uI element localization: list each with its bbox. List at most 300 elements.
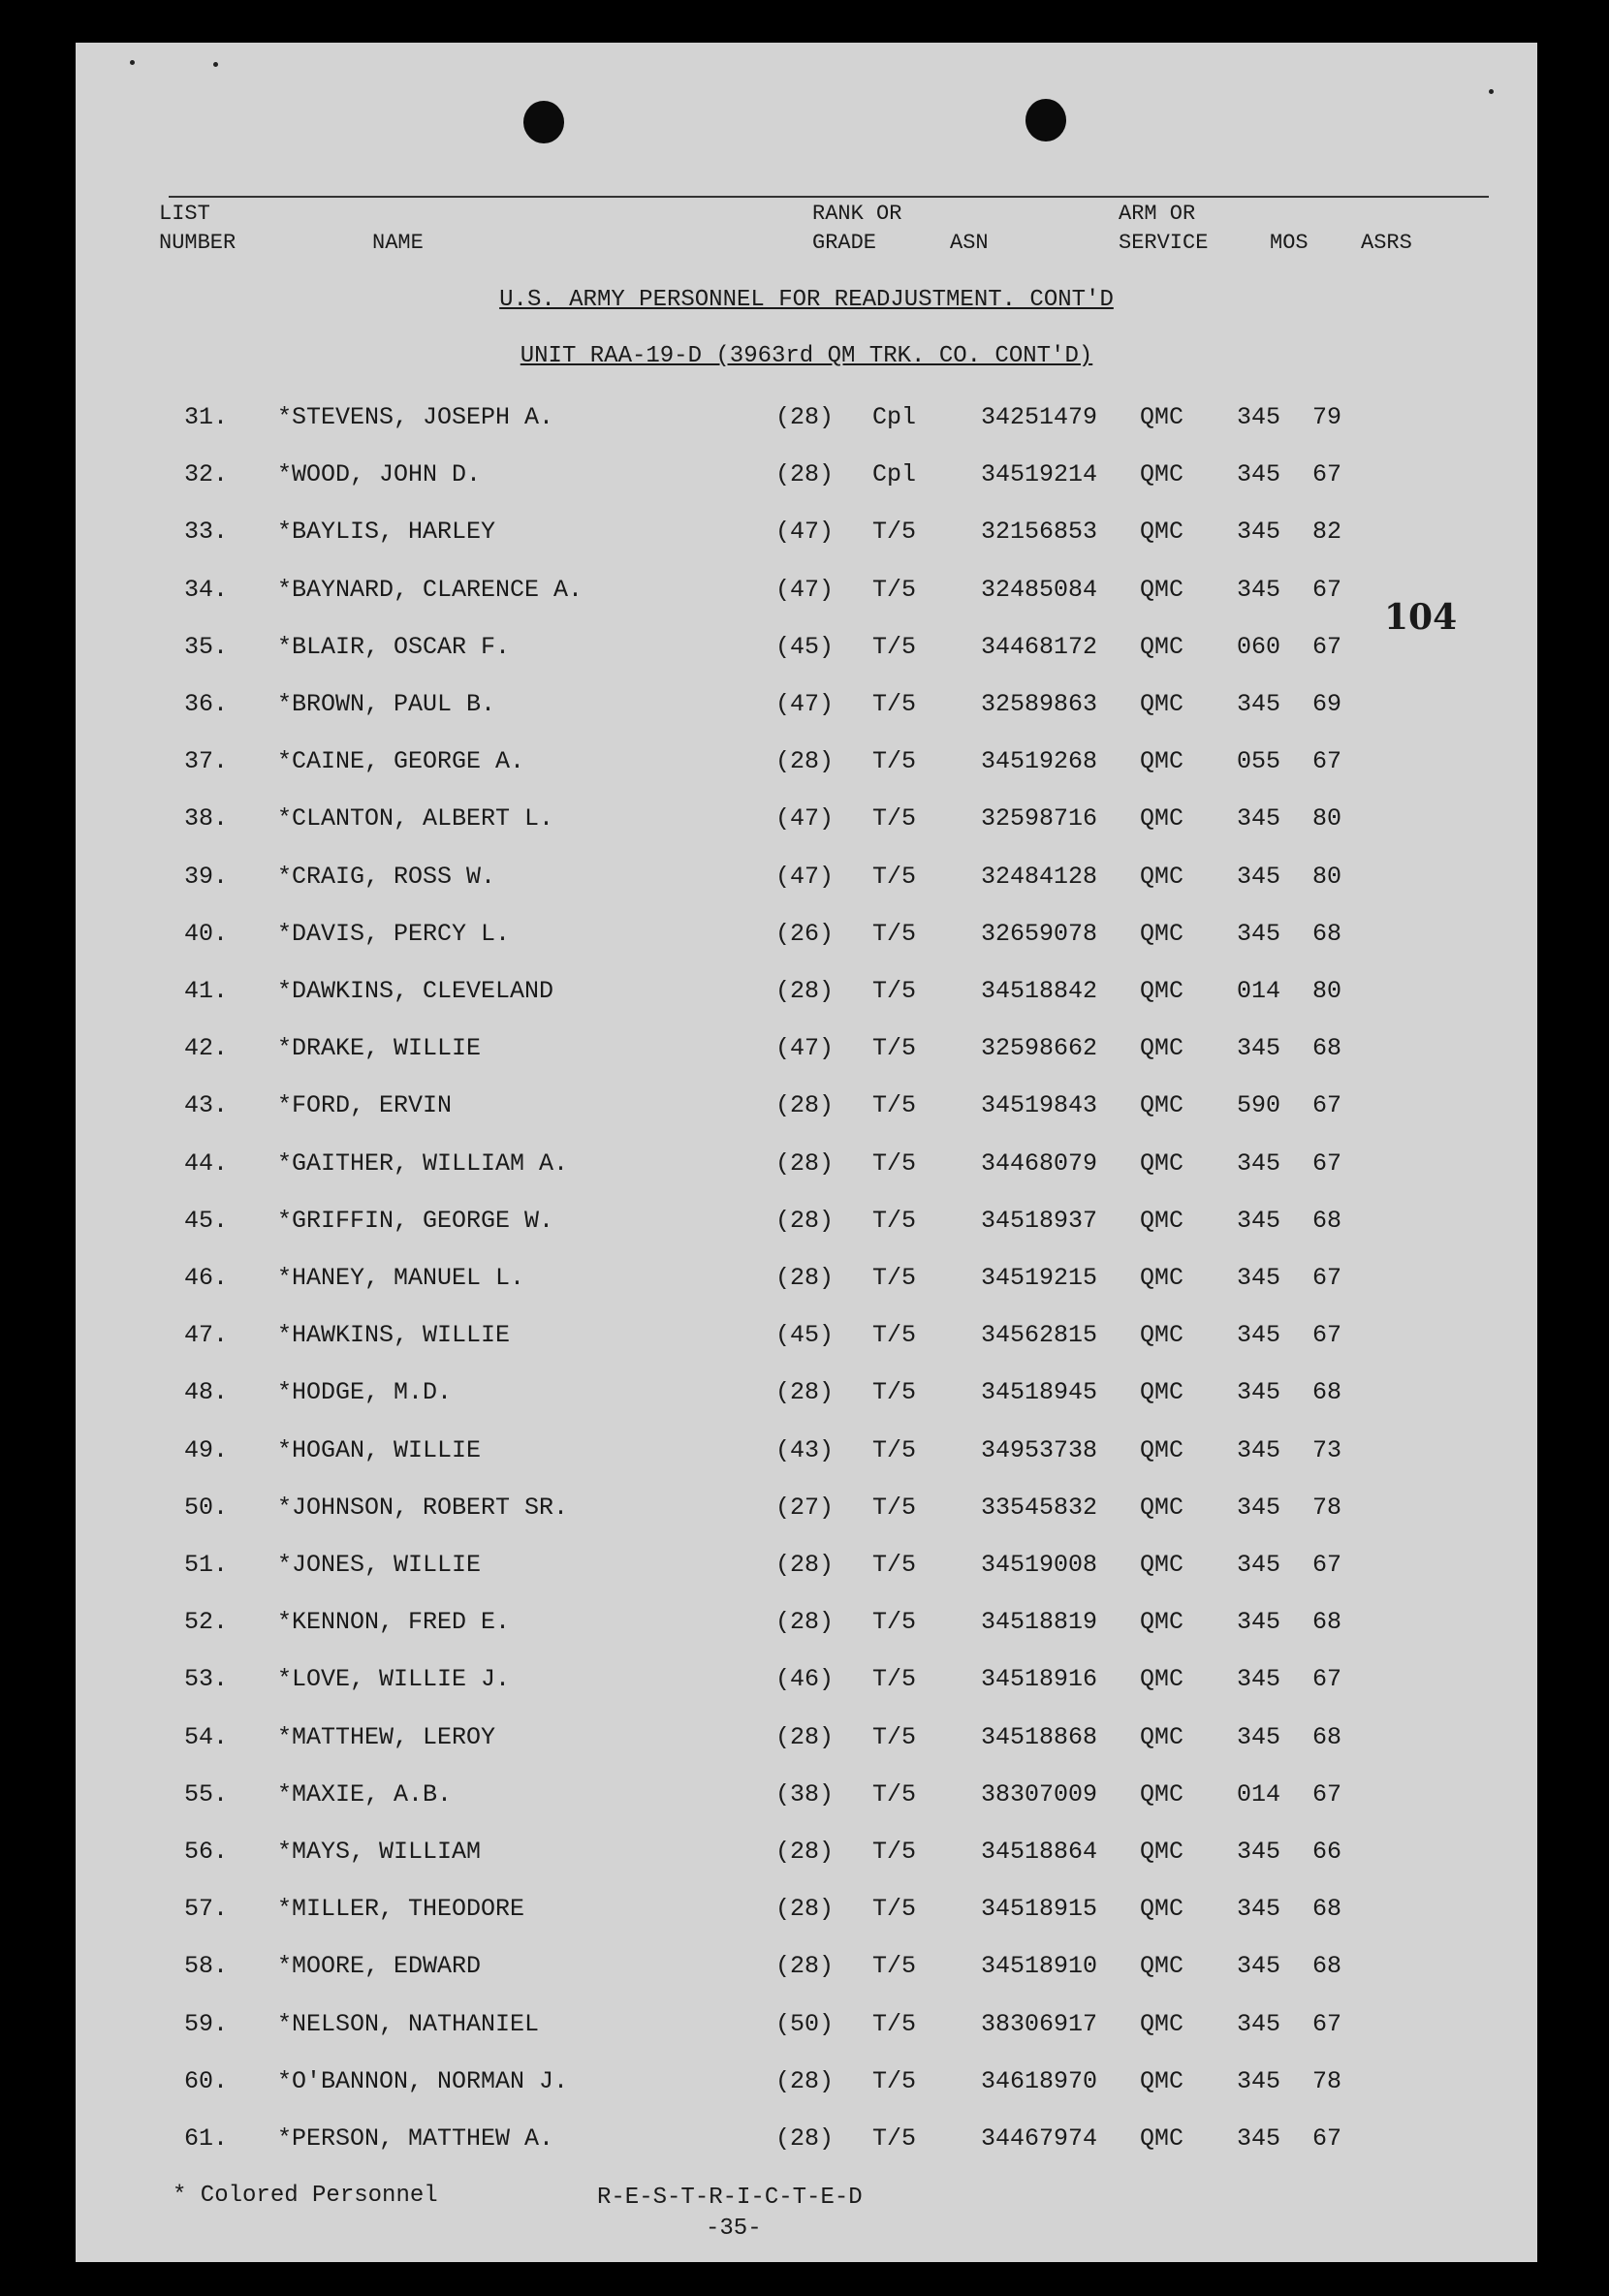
speck bbox=[213, 62, 218, 67]
row-num: 48. bbox=[184, 1378, 229, 1407]
row-arm: QMC bbox=[1140, 1091, 1184, 1120]
list-row bbox=[76, 1494, 1537, 1532]
row-code: (26) bbox=[775, 919, 835, 948]
row-code: (47) bbox=[775, 690, 835, 718]
row-num: 59. bbox=[184, 2009, 229, 2038]
row-arm: QMC bbox=[1140, 1435, 1184, 1464]
row-num: 53. bbox=[184, 1665, 229, 1694]
row-num: 42. bbox=[184, 1034, 229, 1063]
row-asrs: 66 bbox=[1312, 1838, 1342, 1866]
row-code: (47) bbox=[775, 1034, 835, 1063]
row-asrs: 80 bbox=[1312, 804, 1342, 833]
row-grade: T/5 bbox=[872, 977, 917, 1005]
row-mos: 345 bbox=[1237, 1665, 1281, 1694]
row-name: *GRIFFIN, GEORGE W. bbox=[277, 1206, 554, 1235]
row-name: *WOOD, JOHN D. bbox=[277, 460, 482, 489]
row-code: (47) bbox=[775, 804, 835, 833]
row-name: *MOORE, EDWARD bbox=[277, 1952, 482, 1981]
row-asn: 32485084 bbox=[981, 575, 1098, 604]
list-row bbox=[76, 576, 1537, 614]
row-mos: 345 bbox=[1237, 575, 1281, 604]
row-grade: T/5 bbox=[872, 1722, 917, 1751]
row-asrs: 68 bbox=[1312, 1895, 1342, 1924]
row-num: 33. bbox=[184, 518, 229, 547]
row-name: *DAVIS, PERCY L. bbox=[277, 919, 511, 948]
row-code: (28) bbox=[775, 403, 835, 431]
row-arm: QMC bbox=[1140, 1722, 1184, 1751]
row-mos: 345 bbox=[1237, 1551, 1281, 1579]
row-grade: T/5 bbox=[872, 1091, 917, 1120]
list-row bbox=[76, 1321, 1537, 1360]
row-asrs: 80 bbox=[1312, 977, 1342, 1005]
row-arm: QMC bbox=[1140, 1378, 1184, 1407]
row-arm: QMC bbox=[1140, 1148, 1184, 1178]
restricted-label: R-E-S-T-R-I-C-T-E-D bbox=[597, 2185, 863, 2211]
row-name: *MAYS, WILLIAM bbox=[277, 1838, 482, 1866]
footnote-colored-personnel: * Colored Personnel bbox=[173, 2183, 438, 2209]
list-row bbox=[76, 1378, 1537, 1417]
row-name: *FORD, ERVIN bbox=[277, 1091, 453, 1120]
header-asn: ASN bbox=[950, 231, 989, 255]
row-asrs: 68 bbox=[1312, 1034, 1342, 1063]
row-asn: 34519008 bbox=[981, 1551, 1098, 1579]
header-list-number: LIST NUMBER bbox=[159, 202, 237, 255]
list-row bbox=[76, 1838, 1537, 1876]
row-grade: T/5 bbox=[872, 1952, 917, 1981]
row-code: (28) bbox=[775, 2124, 835, 2153]
row-num: 35. bbox=[184, 632, 229, 661]
row-mos: 345 bbox=[1237, 804, 1281, 833]
row-num: 47. bbox=[184, 1321, 229, 1350]
row-mos: 345 bbox=[1237, 1952, 1281, 1981]
row-name: *CRAIG, ROSS W. bbox=[277, 862, 496, 891]
row-code: (46) bbox=[775, 1665, 835, 1694]
row-asn: 32598662 bbox=[981, 1034, 1098, 1063]
row-arm: QMC bbox=[1140, 575, 1184, 604]
row-asrs: 68 bbox=[1312, 919, 1342, 948]
row-arm: QMC bbox=[1140, 977, 1184, 1005]
row-grade: T/5 bbox=[872, 1435, 917, 1464]
list-row bbox=[76, 804, 1537, 843]
row-mos: 345 bbox=[1237, 1378, 1281, 1407]
row-arm: QMC bbox=[1140, 1206, 1184, 1235]
speck bbox=[130, 60, 135, 65]
row-name: *KENNON, FRED E. bbox=[277, 1608, 511, 1637]
row-code: (28) bbox=[775, 1264, 835, 1292]
row-arm: QMC bbox=[1140, 632, 1184, 661]
list-row bbox=[76, 1436, 1537, 1475]
row-grade: T/5 bbox=[872, 1665, 917, 1694]
section-title bbox=[76, 287, 1537, 313]
row-arm: QMC bbox=[1140, 2124, 1184, 2153]
row-asrs: 73 bbox=[1312, 1435, 1342, 1464]
row-name: *HAWKINS, WILLIE bbox=[277, 1321, 511, 1350]
row-mos: 345 bbox=[1237, 1608, 1281, 1637]
row-asrs: 80 bbox=[1312, 862, 1342, 891]
row-asn: 34518910 bbox=[981, 1952, 1098, 1981]
row-code: (28) bbox=[775, 977, 835, 1005]
row-asn: 32484128 bbox=[981, 862, 1098, 891]
row-asrs: 82 bbox=[1312, 518, 1342, 547]
row-name: *STEVENS, JOSEPH A. bbox=[277, 403, 554, 431]
row-num: 58. bbox=[184, 1952, 229, 1981]
row-asn: 34518916 bbox=[981, 1665, 1098, 1694]
row-grade: Cpl bbox=[872, 460, 917, 489]
list-row bbox=[76, 1723, 1537, 1762]
row-mos: 345 bbox=[1237, 518, 1281, 547]
row-name: *DRAKE, WILLIE bbox=[277, 1034, 482, 1063]
row-asn: 34953738 bbox=[981, 1435, 1098, 1464]
row-code: (28) bbox=[775, 1551, 835, 1579]
row-code: (50) bbox=[775, 2009, 835, 2038]
document-page bbox=[76, 43, 1537, 2262]
row-asn: 34251479 bbox=[981, 403, 1098, 431]
row-mos: 060 bbox=[1237, 632, 1281, 661]
row-arm: QMC bbox=[1140, 1321, 1184, 1350]
row-grade: T/5 bbox=[872, 2066, 917, 2095]
page-number: -35- bbox=[706, 2216, 762, 2242]
section-title-text: U.S. ARMY PERSONNEL FOR READJUSTMENT. CONT'D bbox=[499, 287, 1114, 313]
row-code: (28) bbox=[775, 1838, 835, 1866]
row-mos: 345 bbox=[1237, 2066, 1281, 2095]
row-mos: 014 bbox=[1237, 1779, 1281, 1808]
row-asrs: 67 bbox=[1312, 2009, 1342, 2038]
row-asrs: 68 bbox=[1312, 1206, 1342, 1235]
row-mos: 345 bbox=[1237, 1148, 1281, 1178]
row-num: 50. bbox=[184, 1493, 229, 1522]
row-code: (38) bbox=[775, 1779, 835, 1808]
row-mos: 345 bbox=[1237, 1435, 1281, 1464]
row-asrs: 68 bbox=[1312, 1378, 1342, 1407]
row-grade: T/5 bbox=[872, 1378, 917, 1407]
list-row bbox=[76, 1780, 1537, 1819]
row-asn: 34467974 bbox=[981, 2124, 1098, 2153]
row-name: *HANEY, MANUEL L. bbox=[277, 1264, 525, 1292]
list-row bbox=[76, 977, 1537, 1016]
row-asrs: 67 bbox=[1312, 1779, 1342, 1808]
row-asn: 33545832 bbox=[981, 1493, 1098, 1522]
row-asn: 34519843 bbox=[981, 1091, 1098, 1120]
row-asrs: 68 bbox=[1312, 1608, 1342, 1637]
row-mos: 345 bbox=[1237, 1264, 1281, 1292]
row-name: *BROWN, PAUL B. bbox=[277, 690, 496, 718]
row-grade: T/5 bbox=[872, 1148, 917, 1178]
header-mos: MOS bbox=[1270, 231, 1309, 255]
row-arm: QMC bbox=[1140, 403, 1184, 431]
row-asn: 38307009 bbox=[981, 1779, 1098, 1808]
row-arm: QMC bbox=[1140, 919, 1184, 948]
row-asn: 38306917 bbox=[981, 2009, 1098, 2038]
row-name: *GAITHER, WILLIAM A. bbox=[277, 1148, 569, 1178]
row-num: 55. bbox=[184, 1779, 229, 1808]
row-asrs: 67 bbox=[1312, 2124, 1342, 2153]
row-asn: 34518864 bbox=[981, 1838, 1098, 1866]
row-arm: QMC bbox=[1140, 518, 1184, 547]
row-arm: QMC bbox=[1140, 1493, 1184, 1522]
row-code: (28) bbox=[775, 1952, 835, 1981]
list-row bbox=[76, 1952, 1537, 1991]
list-row bbox=[76, 863, 1537, 901]
unit-title-text: UNIT RAA-19-D (3963rd QM TRK. CO. CONT'D) bbox=[520, 343, 1093, 369]
row-asn: 34519268 bbox=[981, 747, 1098, 776]
row-arm: QMC bbox=[1140, 460, 1184, 489]
row-asrs: 67 bbox=[1312, 1321, 1342, 1350]
unit-title bbox=[76, 343, 1537, 369]
row-name: *HODGE, M.D. bbox=[277, 1378, 453, 1407]
row-grade: T/5 bbox=[872, 518, 917, 547]
row-name: *NELSON, NATHANIEL bbox=[277, 2009, 540, 2038]
row-asrs: 67 bbox=[1312, 1665, 1342, 1694]
row-grade: T/5 bbox=[872, 2124, 917, 2153]
row-grade: T/5 bbox=[872, 1779, 917, 1808]
list-row bbox=[76, 2067, 1537, 2106]
row-mos: 345 bbox=[1237, 1895, 1281, 1924]
row-name: *BLAIR, OSCAR F. bbox=[277, 632, 511, 661]
row-num: 38. bbox=[184, 804, 229, 833]
row-mos: 014 bbox=[1237, 977, 1281, 1005]
row-asn: 34518819 bbox=[981, 1608, 1098, 1637]
punch-hole-right bbox=[1025, 99, 1066, 142]
row-arm: QMC bbox=[1140, 1838, 1184, 1866]
row-code: (45) bbox=[775, 1321, 835, 1350]
row-grade: T/5 bbox=[872, 862, 917, 891]
row-asn: 32659078 bbox=[981, 919, 1098, 948]
row-asrs: 68 bbox=[1312, 1722, 1342, 1751]
row-grade: T/5 bbox=[872, 919, 917, 948]
header-top-rule bbox=[169, 196, 1489, 198]
speck bbox=[1489, 89, 1494, 94]
row-num: 60. bbox=[184, 2066, 229, 2095]
row-mos: 345 bbox=[1237, 2009, 1281, 2038]
row-mos: 345 bbox=[1237, 403, 1281, 431]
row-mos: 345 bbox=[1237, 1206, 1281, 1235]
row-arm: QMC bbox=[1140, 2066, 1184, 2095]
list-row bbox=[76, 747, 1537, 786]
row-grade: T/5 bbox=[872, 575, 917, 604]
row-asn: 34519215 bbox=[981, 1264, 1098, 1292]
list-row bbox=[76, 1665, 1537, 1704]
row-arm: QMC bbox=[1140, 690, 1184, 718]
row-num: 51. bbox=[184, 1551, 229, 1579]
row-num: 56. bbox=[184, 1838, 229, 1866]
row-asrs: 67 bbox=[1312, 1551, 1342, 1579]
list-row bbox=[76, 1207, 1537, 1245]
row-asn: 34518915 bbox=[981, 1895, 1098, 1924]
row-grade: T/5 bbox=[872, 1034, 917, 1063]
row-num: 61. bbox=[184, 2124, 229, 2153]
list-row bbox=[76, 920, 1537, 959]
row-code: (28) bbox=[775, 747, 835, 776]
row-mos: 345 bbox=[1237, 1722, 1281, 1751]
row-name: *JONES, WILLIE bbox=[277, 1551, 482, 1579]
row-name: *O'BANNON, NORMAN J. bbox=[277, 2066, 569, 2095]
row-mos: 345 bbox=[1237, 1321, 1281, 1350]
list-row bbox=[76, 403, 1537, 442]
row-code: (43) bbox=[775, 1435, 835, 1464]
row-name: *LOVE, WILLIE J. bbox=[277, 1665, 511, 1694]
row-arm: QMC bbox=[1140, 1895, 1184, 1924]
row-name: *MAXIE, A.B. bbox=[277, 1779, 453, 1808]
page-stamp-number: 104 bbox=[1384, 597, 1458, 638]
row-code: (28) bbox=[775, 1608, 835, 1637]
row-code: (28) bbox=[775, 460, 835, 489]
row-grade: T/5 bbox=[872, 2009, 917, 2038]
row-arm: QMC bbox=[1140, 1551, 1184, 1579]
row-name: *MILLER, THEODORE bbox=[277, 1895, 525, 1924]
row-arm: QMC bbox=[1140, 1608, 1184, 1637]
row-num: 46. bbox=[184, 1264, 229, 1292]
row-code: (28) bbox=[775, 2066, 835, 2095]
list-row bbox=[76, 690, 1537, 729]
row-asrs: 67 bbox=[1312, 1091, 1342, 1120]
row-grade: T/5 bbox=[872, 632, 917, 661]
row-mos: 345 bbox=[1237, 1838, 1281, 1866]
row-num: 54. bbox=[184, 1722, 229, 1751]
row-grade: T/5 bbox=[872, 747, 917, 776]
row-asrs: 67 bbox=[1312, 632, 1342, 661]
row-grade: T/5 bbox=[872, 690, 917, 718]
row-arm: QMC bbox=[1140, 747, 1184, 776]
row-arm: QMC bbox=[1140, 804, 1184, 833]
row-asrs: 78 bbox=[1312, 2066, 1342, 2095]
row-name: *BAYNARD, CLARENCE A. bbox=[277, 575, 584, 604]
row-asrs: 79 bbox=[1312, 403, 1342, 431]
list-row bbox=[76, 633, 1537, 672]
row-num: 43. bbox=[184, 1091, 229, 1120]
list-row bbox=[76, 1149, 1537, 1188]
row-code: (47) bbox=[775, 862, 835, 891]
row-asrs: 67 bbox=[1312, 460, 1342, 489]
row-name: *HOGAN, WILLIE bbox=[277, 1435, 482, 1464]
row-arm: QMC bbox=[1140, 1952, 1184, 1981]
row-grade: T/5 bbox=[872, 1895, 917, 1924]
row-code: (28) bbox=[775, 1722, 835, 1751]
row-asn: 34519214 bbox=[981, 460, 1098, 489]
list-row bbox=[76, 1264, 1537, 1303]
row-mos: 345 bbox=[1237, 2124, 1281, 2153]
row-code: (28) bbox=[775, 1895, 835, 1924]
row-arm: QMC bbox=[1140, 2009, 1184, 2038]
list-row bbox=[76, 518, 1537, 556]
row-num: 45. bbox=[184, 1206, 229, 1235]
row-arm: QMC bbox=[1140, 1779, 1184, 1808]
row-num: 44. bbox=[184, 1148, 229, 1178]
row-asn: 34518842 bbox=[981, 977, 1098, 1005]
row-arm: QMC bbox=[1140, 1034, 1184, 1063]
row-num: 39. bbox=[184, 862, 229, 891]
row-code: (45) bbox=[775, 632, 835, 661]
row-mos: 590 bbox=[1237, 1091, 1281, 1120]
list-row bbox=[76, 1034, 1537, 1073]
row-asrs: 67 bbox=[1312, 1264, 1342, 1292]
row-code: (28) bbox=[775, 1091, 835, 1120]
row-arm: QMC bbox=[1140, 1264, 1184, 1292]
row-name: *CAINE, GEORGE A. bbox=[277, 747, 525, 776]
row-asrs: 67 bbox=[1312, 1148, 1342, 1178]
punch-hole-left bbox=[523, 101, 564, 143]
row-num: 36. bbox=[184, 690, 229, 718]
row-asn: 34562815 bbox=[981, 1321, 1098, 1350]
row-grade: T/5 bbox=[872, 1206, 917, 1235]
row-name: *JOHNSON, ROBERT SR. bbox=[277, 1493, 569, 1522]
list-row bbox=[76, 1895, 1537, 1934]
row-num: 49. bbox=[184, 1435, 229, 1464]
list-row bbox=[76, 2124, 1537, 2163]
row-grade: T/5 bbox=[872, 1838, 917, 1866]
row-grade: T/5 bbox=[872, 1321, 917, 1350]
row-num: 37. bbox=[184, 747, 229, 776]
row-mos: 055 bbox=[1237, 747, 1281, 776]
row-num: 32. bbox=[184, 460, 229, 489]
row-grade: T/5 bbox=[872, 1608, 917, 1637]
row-name: *DAWKINS, CLEVELAND bbox=[277, 977, 554, 1005]
row-grade: T/5 bbox=[872, 1493, 917, 1522]
row-mos: 345 bbox=[1237, 919, 1281, 948]
row-asrs: 67 bbox=[1312, 575, 1342, 604]
row-asn: 34518868 bbox=[981, 1722, 1098, 1751]
row-code: (28) bbox=[775, 1148, 835, 1178]
row-code: (27) bbox=[775, 1493, 835, 1522]
row-mos: 345 bbox=[1237, 1034, 1281, 1063]
row-mos: 345 bbox=[1237, 1493, 1281, 1522]
row-mos: 345 bbox=[1237, 862, 1281, 891]
row-name: *PERSON, MATTHEW A. bbox=[277, 2124, 554, 2153]
row-num: 34. bbox=[184, 575, 229, 604]
row-arm: QMC bbox=[1140, 1665, 1184, 1694]
row-asn: 34468079 bbox=[981, 1148, 1098, 1178]
row-asn: 34618970 bbox=[981, 2066, 1098, 2095]
header-asrs: ASRS bbox=[1361, 231, 1412, 255]
row-asn: 34468172 bbox=[981, 632, 1098, 661]
row-mos: 345 bbox=[1237, 690, 1281, 718]
row-grade: T/5 bbox=[872, 804, 917, 833]
row-grade: Cpl bbox=[872, 403, 917, 431]
list-row bbox=[76, 1091, 1537, 1130]
row-num: 52. bbox=[184, 1608, 229, 1637]
row-mos: 345 bbox=[1237, 460, 1281, 489]
row-asn: 34518937 bbox=[981, 1206, 1098, 1235]
row-grade: T/5 bbox=[872, 1264, 917, 1292]
row-code: (28) bbox=[775, 1206, 835, 1235]
row-asn: 32589863 bbox=[981, 690, 1098, 718]
row-num: 41. bbox=[184, 977, 229, 1005]
row-asrs: 67 bbox=[1312, 747, 1342, 776]
header-name: NAME bbox=[372, 231, 424, 255]
row-code: (47) bbox=[775, 518, 835, 547]
row-code: (47) bbox=[775, 575, 835, 604]
row-num: 40. bbox=[184, 919, 229, 948]
row-asn: 34518945 bbox=[981, 1378, 1098, 1407]
row-arm: QMC bbox=[1140, 862, 1184, 891]
row-code: (28) bbox=[775, 1378, 835, 1407]
row-name: *BAYLIS, HARLEY bbox=[277, 518, 496, 547]
row-num: 57. bbox=[184, 1895, 229, 1924]
row-grade: T/5 bbox=[872, 1551, 917, 1579]
list-row bbox=[76, 460, 1537, 499]
list-row bbox=[76, 2010, 1537, 2049]
row-name: *MATTHEW, LEROY bbox=[277, 1722, 496, 1751]
row-num: 31. bbox=[184, 403, 229, 431]
row-asrs: 69 bbox=[1312, 690, 1342, 718]
row-asrs: 78 bbox=[1312, 1493, 1342, 1522]
list-row bbox=[76, 1551, 1537, 1589]
header-rank-grade: RANK OR GRADE bbox=[812, 202, 902, 255]
header-arm-service: ARM OR SERVICE bbox=[1119, 202, 1209, 255]
row-asn: 32156853 bbox=[981, 518, 1098, 547]
row-asn: 32598716 bbox=[981, 804, 1098, 833]
list-row bbox=[76, 1608, 1537, 1647]
row-name: *CLANTON, ALBERT L. bbox=[277, 804, 554, 833]
